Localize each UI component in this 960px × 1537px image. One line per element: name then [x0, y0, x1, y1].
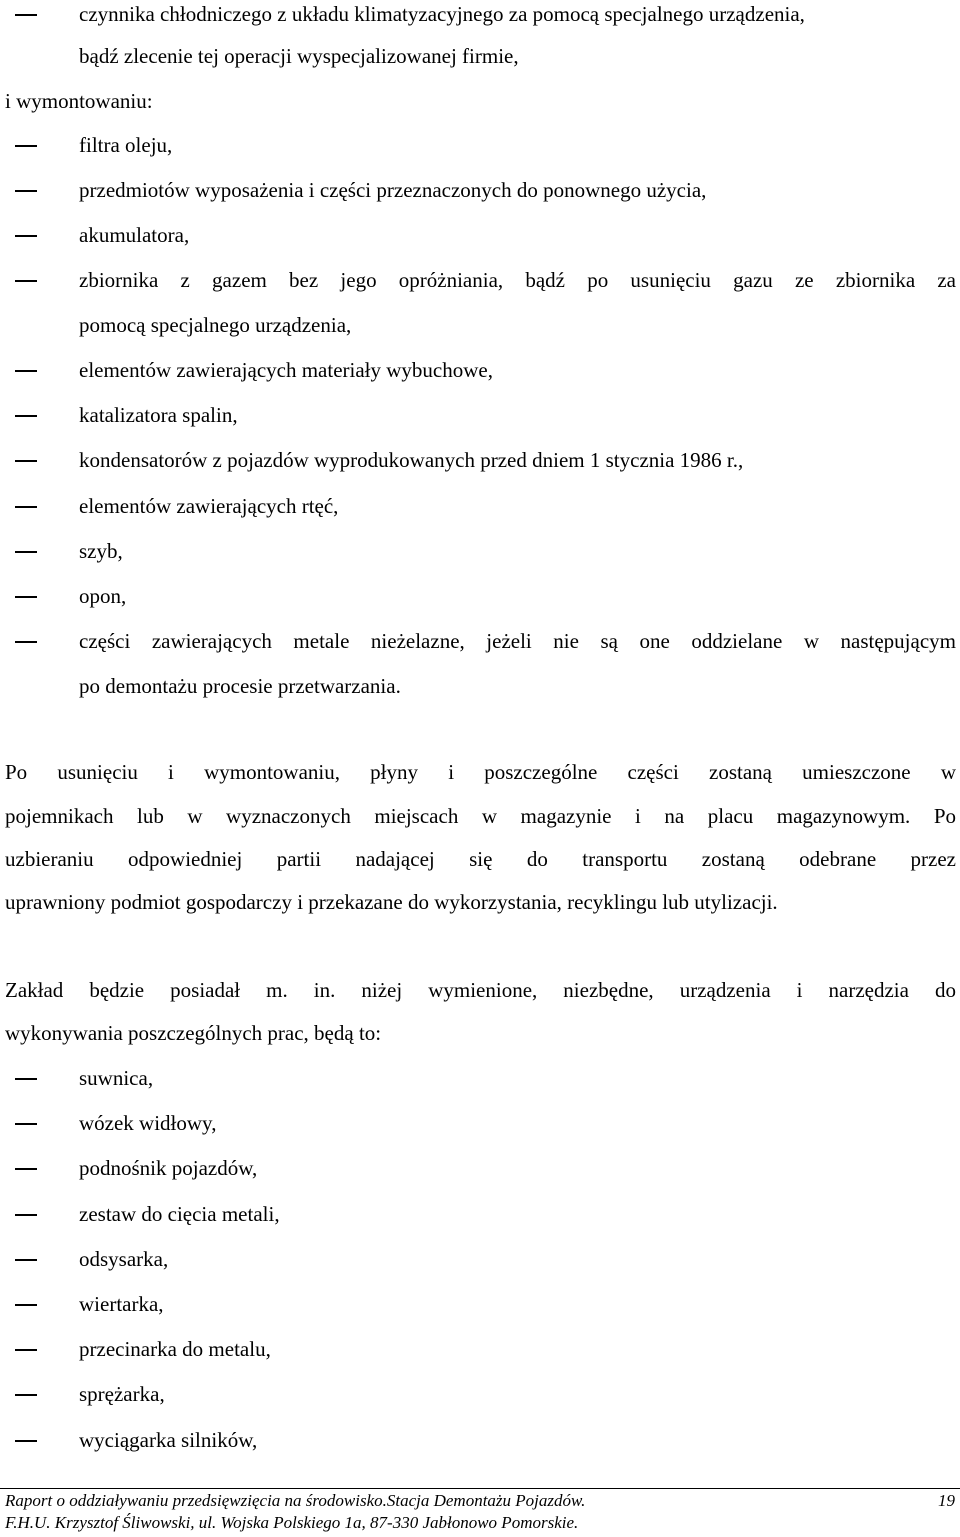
list-item-continuation: pomocą specjalnego urządzenia, — [79, 313, 352, 337]
paragraph-line: pojemnikach lub w wyznaczonych miejscach w magazynie i na placu magazynowym. Po — [5, 804, 956, 828]
footer-company-address: F.H.U. Krzysztof Śliwowski, ul. Wojska Polskiego 1a, 87-330 Jabłonowo Pomorskie. — [5, 1513, 579, 1532]
footer-divider — [0, 1488, 960, 1489]
paragraph-line: Zakład będzie posiadał m. in. niżej wymienione, niezbędne, urządzenia i narzędzia do — [5, 978, 956, 1002]
list-item: wyciągarka silników, — [79, 1428, 258, 1452]
list-item-text: czynnika chłodniczego z układu klimatyzacyjnego za pomocą specjalnego urządzenia, — [79, 2, 805, 26]
list-dash — [15, 370, 37, 372]
list-dash — [15, 1168, 37, 1170]
list-item: akumulatora, — [79, 223, 190, 247]
list-item: filtra oleju, — [79, 133, 173, 157]
list-item: przedmiotów wyposażenia i części przeznaczonych do ponownego użycia, — [79, 178, 707, 202]
list-item: suwnica, — [79, 1066, 154, 1090]
list-item: wózek widłowy, — [79, 1111, 217, 1135]
list-dash — [15, 415, 37, 417]
list-item: zestaw do cięcia metali, — [79, 1202, 280, 1226]
list-dash — [15, 190, 37, 192]
list-dash — [15, 1304, 37, 1306]
list-dash — [15, 1123, 37, 1125]
list-item: elementów zawierających materiały wybuchowe, — [79, 358, 493, 382]
list-item: elementów zawierających rtęć, — [79, 494, 339, 518]
footer-report-title: Raport o oddziaływaniu przedsięwzięcia na środowisko.Stacja Demontażu Pojazdów. — [5, 1491, 586, 1510]
list-item: części zawierających metale nieżelazne, jeżeli nie są one oddzielane w następującym — [79, 629, 956, 653]
page-number: 19 — [938, 1491, 955, 1510]
list-dash — [15, 551, 37, 553]
list-item: kondensatorów z pojazdów wyprodukowanych przed dniem 1 stycznia 1986 r., — [79, 448, 744, 472]
list-dash — [15, 1394, 37, 1396]
paragraph-line: uprawniony podmiot gospodarczy i przekazane do wykorzystania, recyklingu lub utylizacji. — [5, 890, 778, 914]
list-dash — [15, 506, 37, 508]
list-item: odsysarka, — [79, 1247, 169, 1271]
list-dash — [15, 460, 37, 462]
list-item: zbiornika z gazem bez jego opróżniania, bądź po usunięciu gazu ze zbiornika za — [79, 268, 956, 292]
paragraph-line: uzbieraniu odpowiedniej partii nadającej się do transportu zostaną odebrane przez — [5, 847, 956, 871]
list-dash — [15, 596, 37, 598]
list-item: opon, — [79, 584, 127, 608]
list-dash — [15, 1259, 37, 1261]
paragraph-line: Po usunięciu i wymontowaniu, płyny i poszczególne części zostaną umieszczone w — [5, 760, 956, 784]
paragraph-line: wykonywania poszczególnych prac, będą to: — [5, 1021, 382, 1045]
list-item: sprężarka, — [79, 1382, 165, 1406]
list-dash — [15, 280, 37, 282]
removal-intro: i wymontowaniu: — [5, 89, 153, 113]
list-dash — [15, 1078, 37, 1080]
list-dash — [15, 641, 37, 643]
list-item-text-continuation: bądź zlecenie tej operacji wyspecjalizowanej firmie, — [79, 44, 519, 68]
list-dash — [15, 145, 37, 147]
list-item: podnośnik pojazdów, — [79, 1156, 258, 1180]
list-dash — [15, 1349, 37, 1351]
list-item: katalizatora spalin, — [79, 403, 238, 427]
list-dash — [15, 235, 37, 237]
list-item: szyb, — [79, 539, 123, 563]
list-item: wiertarka, — [79, 1292, 164, 1316]
list-item: przecinarka do metalu, — [79, 1337, 271, 1361]
list-dash — [15, 14, 37, 16]
list-dash — [15, 1440, 37, 1442]
list-item-continuation: po demontażu procesie przetwarzania. — [79, 674, 401, 698]
list-dash — [15, 1214, 37, 1216]
